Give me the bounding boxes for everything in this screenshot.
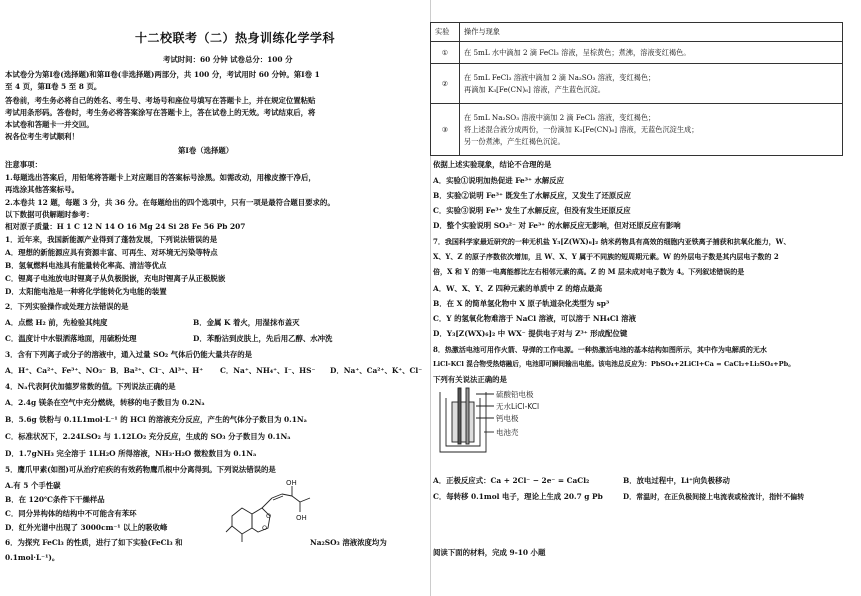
figure-label-lead-sulfate-electrode: 硫酸铅电极	[496, 390, 534, 399]
q4-option: C．标准状况下，2.24LSO₂ 与 1.12LO₂ 充分反应，生成的 SO₃ 分子数目为 0.1Nₐ	[5, 432, 291, 441]
notes-line: 相对原子质量：H 1 C 12 N 14 O 16 Mg 24 Si 28 Fe 56 Pb 207	[5, 222, 246, 231]
intro-line: 本试卷分为第Ⅰ卷(选择题)和第Ⅱ卷(非选择题)两部分，共 100 分，考试用时 60 分钟。第Ⅰ卷 1	[5, 70, 320, 79]
experiment-table	[430, 22, 843, 156]
q8-stem: 下列有关说法正确的是	[433, 375, 507, 384]
q6-stem: 6．为探究 FeCl₃ 的性质，进行了如下实验(FeCl₃ 和	[5, 538, 183, 547]
q5-option: D．红外光谱中出现了 3000cm⁻¹ 以上的吸收峰	[5, 523, 168, 532]
q3-option: D．Na⁺、Ca²⁺、K⁺、Cl⁻	[330, 366, 423, 375]
q7-stem: 倍，X 和 Y 的第一电离能都比左右相邻元素的高。Z 的 M 层未成对电子数为 4。下列叙述错误的是	[433, 267, 745, 276]
left-column	[0, 0, 430, 596]
q7-stem: X、Y、Z 的原子序数依次增加，且 W、X、Y 属于不同族的短周期元素。W 的外层电子数是其内层电子数的 2	[433, 252, 779, 261]
q6-conclusion-stem: 依据上述实验现象，结论不合理的是	[433, 160, 552, 169]
q4-stem: 4．Nₐ代表阿伏加德罗常数的值。下列说法正确的是	[5, 382, 176, 391]
table-header-cell: 实验	[431, 23, 460, 42]
q2-option: A．点燃 H₂ 前，先检验其纯度	[5, 318, 108, 327]
q1-option: A．理想的新能源应具有资源丰富、可再生、对环境无污染等特点	[5, 248, 218, 257]
q7-option: D．Y₃[Z(WX)₆]₂ 中 WX⁻ 提供电子对与 Z³⁺ 形成配位键	[433, 329, 628, 338]
section-title: 第Ⅰ卷（选择题）	[178, 146, 234, 155]
q6-option: D．整个实验说明 SO₃²⁻ 对 Fe³⁺ 的水解反应无影响，但对还原反应有影响	[433, 221, 681, 230]
q6-stem: 0.1mol·L⁻¹)。	[5, 553, 60, 562]
q5-option: C．同分异构体的结构中不可能含有苯环	[5, 509, 137, 518]
figure-label-battery-case: 电池壳	[496, 428, 519, 437]
q5-stem: 5．鹰爪甲素(如图)可从治疗疟疾的有效药物鹰爪根中分离得到。下列说法错误的是	[5, 465, 276, 474]
q7-option: A．W、X、Y、Z 四种元素的单质中 Z 的熔点最高	[433, 284, 603, 293]
battery-structure-figure	[436, 386, 586, 458]
table-cell-line: 在 5mL Na₂SO₃ 溶液中滴加 2 滴 FeCl₃ 溶液，变红褐色；	[464, 112, 656, 122]
figure-label-o: O	[266, 512, 272, 520]
q1-stem: 1．近年来，我国新能源产业得到了蓬勃发展，下列说法错误的是	[5, 235, 218, 244]
q2-option: D．苯酚沾到皮肤上，先后用乙醇、水冲洗	[193, 334, 333, 343]
intro-line: 至 4 页，第Ⅱ卷 5 至 8 页。	[5, 82, 102, 91]
table-row	[431, 104, 843, 156]
notes-line: 1.每题选出答案后，用铅笔将答题卡上对应题目的答案标号涂黑。如需改动，用橡皮擦干净后，	[5, 173, 316, 182]
q6-option: C．实验③说明 Fe³⁺ 发生了水解反应，但没有发生还原反应	[433, 206, 631, 215]
q7-stem: 7．我国科学家最近研究的一种无机盐 Y₃[Z(WX)₆]₂ 纳米药物具有高效的细胞内亚铁离子捕获和抗氧化能力，W、	[433, 237, 791, 246]
intro-line: 本试卷和答题卡一并交回。	[5, 120, 94, 129]
q4-option: A．2.4g 镁条在空气中充分燃烧，转移的电子数目为 0.2Nₐ	[5, 398, 205, 407]
table-cell-id: ①	[431, 42, 460, 64]
q3-option: A．H⁺、Ca²⁺、Fe³⁺、NO₃⁻	[5, 366, 107, 375]
molecule-structure-figure	[222, 478, 322, 546]
q8-option: D．常温时，在正负极间接上电流表或检流计，指针不偏转	[623, 492, 805, 501]
figure-label-calcium-electrode: 钙电极	[496, 414, 519, 423]
notes-line: 注意事项：	[5, 160, 42, 169]
table-row	[431, 42, 843, 64]
q3-option: B．Ba²⁺、Cl⁻、Al³⁺、H⁺	[110, 366, 204, 375]
q3-stem: 3．含有下列离子或分子的溶液中，通入过量 SO₂ 气体后仍能大量共存的是	[5, 350, 253, 359]
q4-option: D．1.7gNH₃ 完全溶于 1LH₂O 所得溶液，NH₃·H₂O 微粒数目为 0.1Nₐ	[5, 449, 257, 458]
table-row	[431, 64, 843, 104]
q8-option: A．正极反应式：Ca + 2Cl⁻ − 2e⁻ = CaCl₂	[433, 476, 590, 485]
table-header-cell: 操作与现象	[460, 23, 843, 42]
table-cell-line: 再滴加 K₃[Fe(CN)₆] 溶液，产生蓝色沉淀。	[464, 84, 605, 94]
q6-option: B．实验②说明 Fe³⁺ 既发生了水解反应，又发生了还原反应	[433, 191, 632, 200]
q7-option: B．在 X 的简单氢化物中 X 原子轨道杂化类型为 sp³	[433, 299, 610, 308]
intro-line: 考试用条形码。答卷时，考生务必将答案涂写在答题卡上，答在试卷上的无效。考试结束后，将	[5, 108, 316, 117]
exam-meta: 考试时间：60 分钟 试卷总分：100 分	[163, 55, 293, 64]
table-header-row	[431, 23, 843, 42]
q8-option: C．每转移 0.1mol 电子，理论上生成 20.7 g Pb	[433, 492, 603, 501]
q3-option: C．Na⁺、NH₄⁺、I⁻、HS⁻	[220, 366, 316, 375]
table-cell-line: 在 5mL 水中滴加 2 滴 FeCl₃ 溶液，呈棕黄色；煮沸，溶液变红褐色。	[464, 47, 691, 57]
table-cell-line: 另一份煮沸，产生红褐色沉淀。	[464, 136, 565, 146]
footer-note: 阅读下面的材料，完成 9-10 小题	[433, 548, 546, 557]
q5-option: A.有 5 个手性碳	[5, 481, 61, 490]
table-cell	[460, 42, 843, 64]
q4-option: B．5.6g 铁粉与 0.1L1mol·L⁻¹ 的 HCl 的溶液充分反应，产生的气体分子数目为 0.1Nₐ	[5, 415, 308, 424]
q1-option: C．锂离子电池放电时锂离子从负极脱嵌，充电时锂离子从正极脱嵌	[5, 274, 226, 283]
table-cell-id: ③	[431, 104, 460, 156]
q1-option: B．氢氧燃料电池具有能量转化率高、清洁等优点	[5, 261, 167, 270]
table-cell	[460, 104, 843, 156]
notes-line: 以下数据可供解题时参考：	[5, 210, 94, 219]
table-cell-id: ②	[431, 64, 460, 104]
q8-stem: LiCl-KCl 混合物受热熔融后，电池即可瞬间输出电能。该电池总反应为：PbSO₄+2LiCl+Ca = CaCl₂+Li₂SO₄+Pb。	[433, 360, 795, 368]
q2-stem: 2．下列实验操作或处理方法错误的是	[5, 302, 129, 311]
q1-option: D．太阳能电池是一种将化学能转化为电能的装置	[5, 287, 167, 296]
q8-stem: 8．热激活电池可用作火箭、导弹的工作电源。一种热激活电池的基本结构如图所示，其中作为电解质的无水	[433, 345, 767, 354]
q6-stem: Na₂SO₃ 溶液浓度均为	[310, 538, 387, 547]
figure-label-oh: OH	[286, 479, 297, 487]
figure-label-o: O	[262, 524, 268, 532]
table-cell	[460, 64, 843, 104]
figure-label-electrolyte: 无水LiCl-KCl	[496, 402, 540, 411]
q6-option: A．实验①说明加热促进 Fe³⁺ 水解反应	[433, 176, 565, 185]
right-column	[430, 0, 861, 596]
notes-line: 2.本卷共 12 题，每题 3 分，共 36 分。在每题给出的四个选项中，只有一项是最符合题目要求的。	[5, 198, 335, 207]
q7-option: C．Y 的氢氧化物难溶于 NaCl 溶液，可以溶于 NH₄Cl 溶液	[433, 314, 636, 323]
figure-label-oh: OH	[296, 514, 307, 522]
page-title: 十二校联考（二）热身训练化学学科	[135, 31, 336, 45]
q2-option: C．温度计中水银洒落地面，用硫粉处理	[5, 334, 137, 343]
q8-option: B．放电过程中，Li⁺向负极移动	[623, 476, 730, 485]
table-cell-line: 将上述混合液分成两份，一份滴加 K₃[Fe(CN)₆] 溶液，无蓝色沉淀生成；	[464, 124, 699, 134]
table-cell-line: 在 5mL FeCl₃ 溶液中滴加 2 滴 Na₂SO₃ 溶液，变红褐色；	[464, 72, 656, 82]
q2-option: B．金属 K 着火，用湿抹布盖灭	[193, 318, 300, 327]
q5-option: B．在 120℃条件下干燥样品	[5, 495, 105, 504]
intro-line: 祝各位考生考试顺利！	[5, 132, 79, 141]
notes-line: 再选涂其他答案标号。	[5, 185, 79, 194]
intro-line: 答卷前，考生务必将自己的姓名、考生号、考场号和座位号填写在答题卡上，并在规定位置粘贴	[5, 96, 316, 105]
